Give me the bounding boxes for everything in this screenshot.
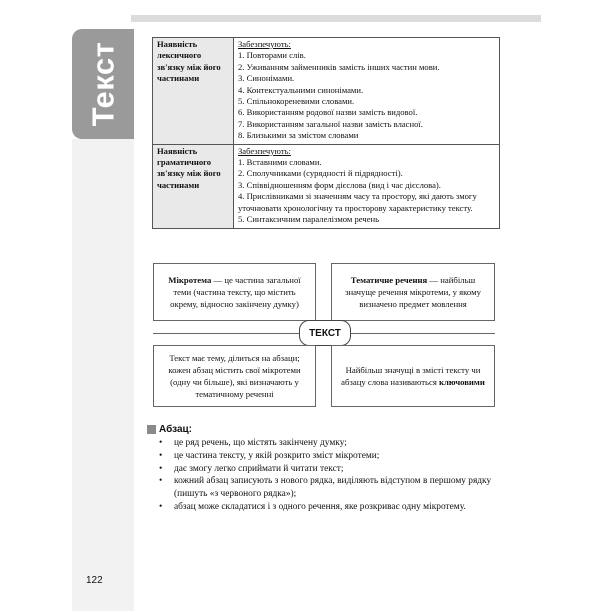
list-item: 7. Використанням загальної назви замість власної. xyxy=(238,118,423,129)
microtheme-text xyxy=(159,274,310,310)
key-words-text xyxy=(337,364,489,388)
list-item: 5. Спільнокореневими словами. xyxy=(238,96,355,107)
bullet-icon: • xyxy=(159,476,163,487)
list-item xyxy=(154,450,499,463)
bullet-icon: • xyxy=(159,438,163,448)
point-text: кожний абзац записують з нового рядка, виділяють відступом в першому рядку (пишуть «з червоного рядка»); xyxy=(174,476,492,500)
feature-details xyxy=(234,144,500,228)
details-lead: Забезпечують: xyxy=(238,145,291,156)
top-decor-bar xyxy=(131,15,541,22)
feature-name: Наявність лексичного зв'язку між його частинами xyxy=(153,38,234,145)
text-features-table xyxy=(152,37,500,229)
list-item xyxy=(154,463,499,476)
paragraph-points xyxy=(154,437,499,514)
section-tab-label: Текст xyxy=(85,41,121,127)
list-item: 2. Сполучниками (сурядності й підрядності). xyxy=(238,168,403,179)
microtheme-box xyxy=(153,263,316,321)
paragraph-heading-label: Абзац: xyxy=(159,424,193,435)
bullet-icon: • xyxy=(159,450,163,461)
point-text: це ряд речень, що містять закінчену думку; xyxy=(174,438,347,448)
square-marker-icon xyxy=(147,425,156,434)
text-structure-text: Текст має тему, ділиться на абзаци; кожен абзац містить свої мікротеми (одну чи більше), які визначають у тематичному реченні xyxy=(168,353,301,399)
bullet-icon: • xyxy=(159,463,163,474)
list-item: 3. Синонімами. xyxy=(238,73,295,84)
list-item: 8. Близькими за змістом словами xyxy=(238,130,359,141)
paragraph-heading xyxy=(147,424,192,435)
details-lead: Забезпечують: xyxy=(238,39,291,49)
key-words-definition: Найбільш значущі в змісті тексту чи абзацу слова називаються xyxy=(341,365,481,387)
list-item: 1. Повторами слів. xyxy=(238,50,306,61)
bullet-icon: • xyxy=(159,501,163,512)
key-words-term: ключовими xyxy=(439,377,485,387)
list-item: 4. Контекстуальними синонімами. xyxy=(238,84,364,95)
point-text: дає змогу легко сприймати й читати текст; xyxy=(174,463,344,474)
connector-line-left xyxy=(153,333,299,334)
list-item: 2. Уживанням займенників замість інших частин мови. xyxy=(238,61,440,72)
list-item: 4. Прислівниками зі значенням часу та простору, які дають змогу уточнювати хронологічну та просторову характеристику тексту. xyxy=(238,191,477,213)
table-row xyxy=(153,38,500,145)
list-item: 1. Вставними словами. xyxy=(238,157,322,168)
thematic-sentence-text xyxy=(337,274,489,310)
page-number: 122 xyxy=(86,575,103,586)
key-words-box xyxy=(331,345,495,407)
table-row xyxy=(153,144,500,228)
thematic-sentence-term: Тематичне речення xyxy=(350,275,428,285)
microtheme-term: Мікротема xyxy=(168,275,212,285)
connector-line-right xyxy=(351,333,495,334)
list-item xyxy=(154,437,499,450)
thematic-sentence-box xyxy=(331,263,495,321)
list-item: 6. Використанням родової назви замість видової. xyxy=(238,107,418,118)
list-item: 3. Співвідношенням форм дієслова (вид і час дієслова). xyxy=(238,179,441,190)
list-item xyxy=(154,475,499,501)
thematic-sentence-definition: — найбільш значуще речення мікротеми, у якому визначено предмет мовлення xyxy=(345,275,481,309)
list-item: 5. Синтаксичним паралелізмом речень xyxy=(238,214,380,225)
point-text: абзац може складатися і з одного речення, яке розкриває одну мікротему. xyxy=(174,501,466,512)
text-center-node: ТЕКСТ xyxy=(299,320,351,346)
point-text: це частина тексту, у якій розкрито зміст мікротеми; xyxy=(174,450,380,461)
microtheme-definition: — це частина загальної теми (частина тексту, що містить окрему, відносно закінчену думку) xyxy=(170,275,301,309)
text-structure-box xyxy=(153,345,316,407)
feature-details xyxy=(234,38,500,145)
section-tab xyxy=(72,29,134,139)
feature-name: Наявність граматичного зв'язку між його частинами xyxy=(153,144,234,228)
side-strip xyxy=(72,139,134,611)
list-item xyxy=(154,501,499,514)
